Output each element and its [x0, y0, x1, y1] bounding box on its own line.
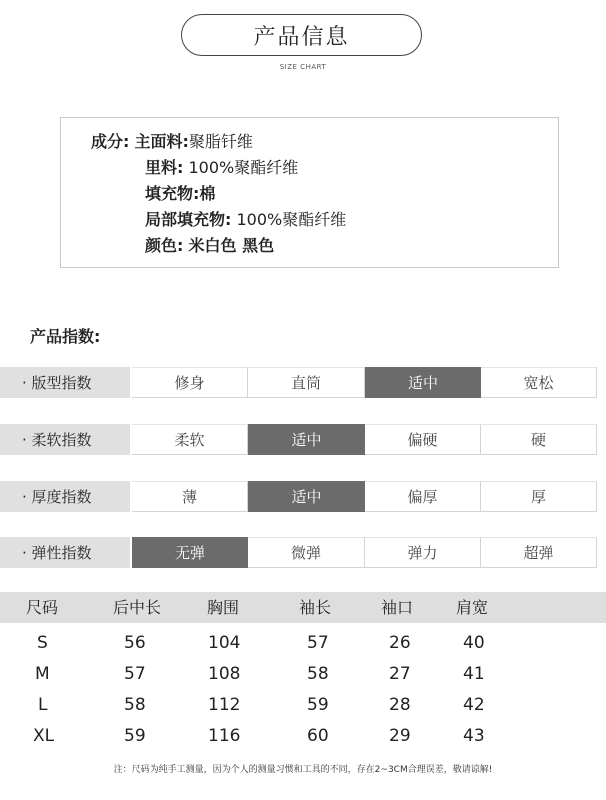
size-cell: M: [35, 664, 50, 684]
index-row-label: · 弹性指数: [0, 537, 130, 568]
material-label: 主面料:: [134, 132, 189, 151]
material-value: 米白色 黑色: [188, 236, 275, 255]
size-cell: 104: [208, 633, 241, 653]
size-cell: 40: [463, 633, 485, 653]
size-header-cell: 袖长: [299, 598, 332, 617]
index-option: 柔软: [132, 424, 248, 455]
index-row-thickness: [0, 481, 606, 512]
size-cell: 26: [389, 633, 411, 653]
material-label: 颜色:: [145, 236, 184, 255]
size-cell: 42: [463, 695, 485, 715]
size-cell: 112: [208, 695, 241, 715]
material-line-main: [91, 129, 253, 152]
index-option: 超弹: [481, 537, 597, 568]
material-line-partial-filling: [145, 207, 346, 230]
index-option: 微弹: [248, 537, 365, 568]
index-row-label: · 厚度指数: [0, 481, 130, 512]
size-cell: 59: [124, 726, 146, 746]
size-header-cell: 肩宽: [456, 598, 489, 617]
size-header-cell: 后中长: [113, 598, 162, 617]
material-line-filling: [145, 181, 215, 204]
material-info-box: [60, 117, 559, 268]
index-option-selected: 适中: [248, 424, 365, 455]
index-option: 修身: [132, 367, 248, 398]
size-cell: 43: [463, 726, 485, 746]
size-cell: 57: [307, 633, 329, 653]
index-row-label: · 柔软指数: [0, 424, 130, 455]
size-cell: 28: [389, 695, 411, 715]
size-cell: XL: [33, 726, 55, 746]
index-row-elasticity: [0, 537, 606, 568]
size-header-cell: 胸围: [207, 598, 240, 617]
page-title: 产品信息: [181, 14, 422, 56]
composition-label: 成分:: [91, 132, 130, 151]
material-value: 100%聚酯纤维: [236, 210, 347, 229]
size-header-cell: 袖口: [381, 598, 414, 617]
size-header-cell: 尺码: [26, 598, 59, 617]
size-cell: 108: [208, 664, 241, 684]
size-cell: 57: [124, 664, 146, 684]
size-cell: 29: [389, 726, 411, 746]
index-option-selected: 适中: [365, 367, 481, 398]
size-cell: 60: [307, 726, 329, 746]
index-option: 硬: [481, 424, 597, 455]
size-cell: S: [37, 633, 48, 653]
measurement-footnote: 注：尺码为纯手工测量，因为个人的测量习惯和工具的不同，存在2~3CM合理误差，敬请谅解!: [113, 765, 493, 775]
index-option: 直筒: [248, 367, 365, 398]
size-cell: 59: [307, 695, 329, 715]
size-table-header: [0, 592, 606, 623]
index-option: 宽松: [481, 367, 597, 398]
material-label: 里料:: [145, 158, 184, 177]
index-section-title: 产品指数:: [30, 327, 101, 346]
material-label: 局部填充物:: [145, 210, 232, 229]
material-value: 棉: [199, 184, 216, 203]
size-cell: 41: [463, 664, 485, 684]
material-value: 聚脂钎维: [188, 132, 253, 151]
index-option: 薄: [132, 481, 248, 512]
material-line-color: [145, 233, 274, 256]
material-line-lining: [145, 155, 298, 178]
material-value: 100%聚酯纤维: [188, 158, 299, 177]
index-row-fit: [0, 367, 606, 398]
index-option-selected: 无弹: [132, 537, 248, 568]
size-cell: 27: [389, 664, 411, 684]
index-option-selected: 适中: [248, 481, 365, 512]
size-cell: 116: [208, 726, 241, 746]
material-label: 填充物:: [145, 184, 200, 203]
index-option: 厚: [481, 481, 597, 512]
index-row-label: · 版型指数: [0, 367, 130, 398]
index-row-softness: [0, 424, 606, 455]
size-cell: 58: [124, 695, 146, 715]
index-option: 偏硬: [365, 424, 481, 455]
index-option: 偏厚: [365, 481, 481, 512]
index-option: 弹力: [365, 537, 481, 568]
page-subtitle: SIZE CHART: [279, 63, 327, 71]
size-cell: 56: [124, 633, 146, 653]
size-cell: 58: [307, 664, 329, 684]
size-cell: L: [38, 695, 48, 715]
